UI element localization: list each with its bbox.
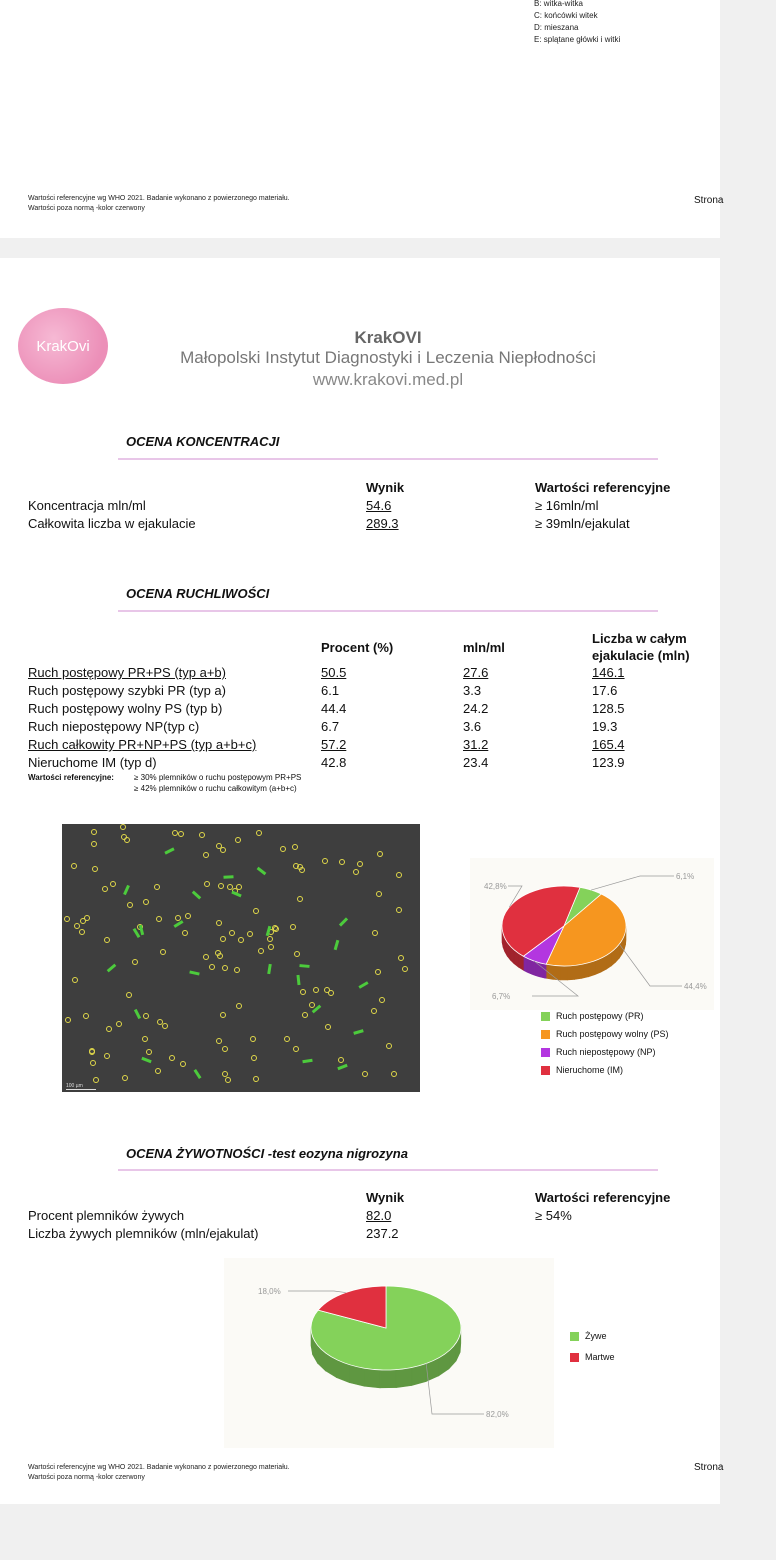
vitality-label: Liczba żywych plemników (mln/ejakulat) (28, 1226, 259, 1241)
motile-track (107, 963, 117, 972)
sperm-marker (300, 989, 306, 995)
pie-slice-side (364, 1368, 380, 1388)
sperm-marker (155, 1068, 161, 1074)
pie-slice-side (560, 966, 567, 980)
pie-data-label: 44,4% (684, 982, 707, 991)
motile-track (299, 964, 309, 968)
sperm-marker (324, 987, 330, 993)
sperm-marker (127, 902, 133, 908)
concentration-ref: ≥ 16mln/ml (535, 498, 599, 513)
sperm-marker (362, 1071, 368, 1077)
sperm-marker (398, 955, 404, 961)
motile-track (257, 866, 267, 875)
motility-total: 17.6 (592, 683, 618, 698)
sperm-marker (235, 837, 241, 843)
scale-bar (66, 1089, 96, 1090)
motility-mlnml: 24.2 (463, 701, 489, 716)
sperm-marker (247, 931, 253, 937)
sperm-marker (91, 841, 97, 847)
pie-leader-line (288, 1291, 346, 1293)
motility-total: 146.1 (592, 665, 625, 680)
legend-swatch (541, 1012, 550, 1021)
sperm-marker (91, 829, 97, 835)
sperm-marker (339, 859, 345, 865)
motility-total: 19.3 (592, 719, 618, 734)
sperm-marker (268, 944, 274, 950)
motility-legend (541, 1010, 669, 1076)
pie-slice-side (588, 961, 594, 977)
concentration-title: OCENA KONCENTRACJI (126, 434, 280, 449)
sperm-marker (220, 1012, 226, 1018)
sperm-marker (64, 916, 70, 922)
motility-label: Ruch postępowy wolny PS (typ b) (28, 701, 223, 716)
pie-slice-side (567, 965, 574, 980)
sperm-marker (216, 1038, 222, 1044)
sperm-marker (178, 831, 184, 837)
total-count-value: 289.3 (366, 516, 399, 531)
motile-track (134, 1009, 141, 1019)
motility-pct: 42.8 (321, 755, 347, 770)
sperm-marker (160, 949, 166, 955)
legend-swatch (570, 1332, 579, 1341)
sperm-marker (353, 869, 359, 875)
sperm-marker (185, 913, 191, 919)
sperm-marker (297, 896, 303, 902)
sperm-marker (104, 937, 110, 943)
sperm-marker (143, 1013, 149, 1019)
sperm-marker (126, 992, 132, 998)
motility-pie-chart (470, 858, 714, 1010)
col-result: Wynik (366, 1190, 405, 1205)
col-mlnml: mln/ml (463, 640, 505, 655)
motile-track (189, 970, 199, 975)
sperm-marker (121, 834, 127, 840)
sperm-marker (156, 916, 162, 922)
sperm-marker (293, 863, 299, 869)
total-count-ref: ≥ 39mln/ejakulat (535, 516, 630, 531)
sperm-marker (250, 1036, 256, 1042)
sperm-marker (220, 936, 226, 942)
page-label: Strona (694, 195, 724, 206)
concentration-label: Koncentracja mln/ml (28, 498, 146, 513)
sperm-marker (391, 1071, 397, 1077)
motility-total: 128.5 (592, 701, 625, 716)
clinic-url[interactable]: www.krakovi.med.pl (312, 370, 464, 389)
divider (118, 1169, 658, 1171)
motility-pct: 6.7 (321, 719, 340, 734)
legend-swatch (541, 1048, 550, 1057)
footer-note: Wartości referencyjne wg WHO 2021. Badanie wykonano z powierzonego materiału. (28, 1464, 290, 1471)
sperm-marker (74, 923, 80, 929)
ref-line-1: ≥ 30% plemników o ruchu postępowym PR+PS (134, 773, 302, 782)
legend-swatch (570, 1353, 579, 1362)
sperm-marker (280, 846, 286, 852)
sperm-marker (294, 951, 300, 957)
motile-track (267, 963, 272, 973)
footer-note-2: Wartości poza normą -kolor czerwony (28, 1474, 145, 1481)
sperm-marker (253, 908, 259, 914)
sperm-marker (402, 966, 408, 972)
pie-slice-side (575, 964, 582, 979)
motility-mlnml: 3.6 (463, 719, 482, 734)
legend-label: Martwe (585, 1352, 615, 1362)
legend-item (570, 1351, 615, 1363)
motility-label: Nieruchome IM (typ d) (28, 755, 157, 770)
vitality-pie-chart (224, 1258, 554, 1448)
sperm-marker (65, 1017, 71, 1023)
sperm-marker (120, 824, 126, 830)
pie-leader-line (619, 944, 682, 986)
logo-text: KrakOvi (36, 338, 90, 355)
sperm-marker (396, 872, 402, 878)
legend-item (541, 1028, 669, 1040)
legend-label: Żywe (585, 1331, 607, 1341)
sperm-marker (256, 830, 262, 836)
sperm-marker (225, 1077, 231, 1083)
sperm-marker (180, 1061, 186, 1067)
vitality-value: 82.0 (366, 1208, 392, 1223)
previous-page (0, 0, 724, 238)
scale-bar-label: 100 µm (66, 1083, 83, 1089)
sperm-marker (313, 987, 319, 993)
sperm-marker (204, 881, 210, 887)
vitality-ref: ≥ 54% (535, 1208, 572, 1223)
sperm-marker (238, 937, 244, 943)
legend-item (570, 1330, 615, 1342)
clinic-title: KrakOVI (354, 328, 422, 347)
concentration-value: 54.6 (366, 498, 392, 513)
motility-label: Ruch całkowity PR+NP+PS (typ a+b+c) (28, 737, 257, 752)
ref-label: Wartości referencyjne: (28, 773, 114, 782)
motility-total: 165.4 (592, 737, 625, 752)
sperm-marker (80, 918, 86, 924)
sperm-marker (182, 930, 188, 936)
sperm-marker (371, 1008, 377, 1014)
legend-item (541, 1046, 669, 1058)
sperm-marker (102, 886, 108, 892)
pie-slice-side (553, 965, 560, 980)
legend-line-c: C: końcówki witek (534, 11, 598, 20)
sperm-marker (236, 1003, 242, 1009)
sperm-marker (272, 925, 278, 931)
legend-line-d: D: mieszana (534, 23, 579, 32)
pie-data-label: 82,0% (486, 1410, 509, 1419)
motility-label: Ruch niepostępowy NP(typ c) (28, 719, 200, 734)
motility-pct: 44.4 (321, 701, 347, 716)
col-percent: Procent (%) (321, 640, 394, 655)
sperm-marker (104, 1053, 110, 1059)
divider (118, 610, 658, 612)
pie-slice-side (380, 1370, 396, 1388)
motile-track (338, 1063, 348, 1069)
sperm-marker (253, 1076, 259, 1082)
divider (118, 458, 658, 460)
sperm-marker (396, 907, 402, 913)
total-count-label: Całkowita liczba w ejakulacie (28, 516, 196, 531)
sperm-marker (106, 1026, 112, 1032)
motility-total: 123.9 (592, 755, 625, 770)
motile-track (139, 924, 144, 934)
sperm-marker (142, 1036, 148, 1042)
ref-line-2: ≥ 42% plemników o ruchu całkowitym (a+b+c) (134, 784, 297, 793)
motility-mlnml: 3.3 (463, 683, 482, 698)
casa-microscope-image (62, 824, 420, 1092)
sperm-marker (89, 1049, 95, 1055)
motility-title: OCENA RUCHLIWOŚCI (126, 586, 270, 601)
sperm-marker (146, 1049, 152, 1055)
motility-pct: 6.1 (321, 683, 340, 698)
motile-track (192, 890, 201, 899)
pie-data-label: 6,7% (492, 992, 511, 1001)
sperm-marker (93, 1077, 99, 1083)
motile-track (297, 975, 301, 985)
footer-note: Wartości referencyjne wg WHO 2021. Badanie wykonano z powierzonego materiału. (28, 195, 290, 202)
legend-item (541, 1010, 669, 1022)
col-ref: Wartości referencyjne (535, 1190, 671, 1205)
sperm-marker (284, 1036, 290, 1042)
sperm-marker (386, 1043, 392, 1049)
motile-track (302, 1059, 312, 1064)
sperm-marker (292, 844, 298, 850)
motile-track (164, 848, 174, 855)
pie-data-label: 6,1% (676, 872, 695, 881)
sperm-marker (203, 852, 209, 858)
motility-pct: 50.5 (321, 665, 347, 680)
sperm-marker (290, 924, 296, 930)
pie-data-label: 18,0% (258, 1287, 281, 1296)
motility-pct: 57.2 (321, 737, 347, 752)
motility-pie-svg (470, 858, 714, 1010)
vitality-legend (570, 1330, 615, 1363)
sperm-marker (376, 891, 382, 897)
sperm-marker (229, 930, 235, 936)
sperm-marker (132, 959, 138, 965)
motile-track (223, 875, 233, 879)
legend-swatch (541, 1030, 550, 1039)
motile-track (141, 1057, 151, 1063)
sperm-marker (216, 920, 222, 926)
motile-track (123, 884, 130, 894)
motile-track (231, 891, 241, 898)
legend-label: Ruch niepostępowy (NP) (556, 1047, 656, 1057)
sperm-marker (375, 969, 381, 975)
sperm-marker (357, 861, 363, 867)
sperm-marker (258, 948, 264, 954)
sperm-marker (234, 967, 240, 973)
pie-leader-line (591, 876, 674, 890)
legend-label: Nieruchome (IM) (556, 1065, 624, 1075)
pie-slice-side (582, 963, 589, 979)
col-ref: Wartości referencyjne (535, 480, 671, 495)
sperm-marker (251, 1055, 257, 1061)
motility-label: Ruch postępowy szybki PR (typ a) (28, 683, 226, 698)
pie-slice-side (396, 1367, 412, 1387)
sperm-marker (169, 1055, 175, 1061)
sperm-marker (222, 1071, 228, 1077)
motility-mlnml: 23.4 (463, 755, 489, 770)
legend-line-b: B: witka-witka (534, 0, 583, 8)
motile-track (193, 1069, 201, 1079)
vitality-value: 237.2 (366, 1226, 399, 1241)
sperm-marker (83, 1013, 89, 1019)
sperm-marker (218, 883, 224, 889)
col-result: Wynik (366, 480, 405, 495)
sperm-marker (92, 866, 98, 872)
sperm-marker (379, 997, 385, 1003)
sperm-marker (267, 936, 273, 942)
motile-track (334, 940, 340, 950)
motile-track (339, 917, 348, 926)
sperm-marker (302, 1012, 308, 1018)
legend-item (541, 1064, 669, 1076)
motility-mlnml: 31.2 (463, 737, 489, 752)
sperm-marker (322, 858, 328, 864)
sperm-marker (377, 851, 383, 857)
sperm-marker (203, 954, 209, 960)
sperm-marker (325, 1024, 331, 1030)
col-total: Liczba w całym ejakulacie (mln) (592, 631, 690, 663)
sperm-marker (90, 1060, 96, 1066)
sperm-marker (154, 884, 160, 890)
vitality-label: Procent plemników żywych (28, 1208, 185, 1223)
sperm-marker (116, 1021, 122, 1027)
sperm-marker (122, 1075, 128, 1081)
clinic-subtitle: Małopolski Instytut Diagnostyki i Leczenia Niepłodności (180, 348, 596, 367)
footer-note-2: Wartości poza normą -kolor czerwony (28, 205, 145, 212)
sperm-marker (79, 929, 85, 935)
motile-track (358, 981, 368, 989)
sperm-marker (222, 965, 228, 971)
legend-line-e: E: splątane główki i witki (534, 35, 621, 44)
motility-mlnml: 27.6 (463, 665, 489, 680)
legend-label: Ruch postępowy (PR) (556, 1011, 644, 1021)
legend-label: Ruch postępowy wolny (PS) (556, 1029, 669, 1039)
legend-swatch (541, 1066, 550, 1075)
sperm-marker (372, 930, 378, 936)
sperm-marker (338, 1057, 344, 1063)
pie-data-label: 42,8% (484, 882, 507, 891)
report-page (0, 258, 724, 1504)
sperm-marker (293, 1046, 299, 1052)
sperm-marker (72, 977, 78, 983)
motile-track (354, 1029, 364, 1035)
sperm-marker (299, 867, 305, 873)
sperm-marker (199, 832, 205, 838)
sperm-marker (222, 1046, 228, 1052)
sperm-marker (209, 964, 215, 970)
page-label: Strona (694, 1462, 724, 1473)
sperm-marker (143, 899, 149, 905)
vitality-title: OCENA ŻYWOTNOŚCI -test eozyna nigrozyna (126, 1146, 408, 1161)
sperm-marker (71, 863, 77, 869)
motility-label: Ruch postępowy PR+PS (typ a+b) (28, 665, 226, 680)
sperm-marker (110, 881, 116, 887)
vitality-pie-svg (224, 1258, 554, 1448)
sperm-marker (162, 1023, 168, 1029)
